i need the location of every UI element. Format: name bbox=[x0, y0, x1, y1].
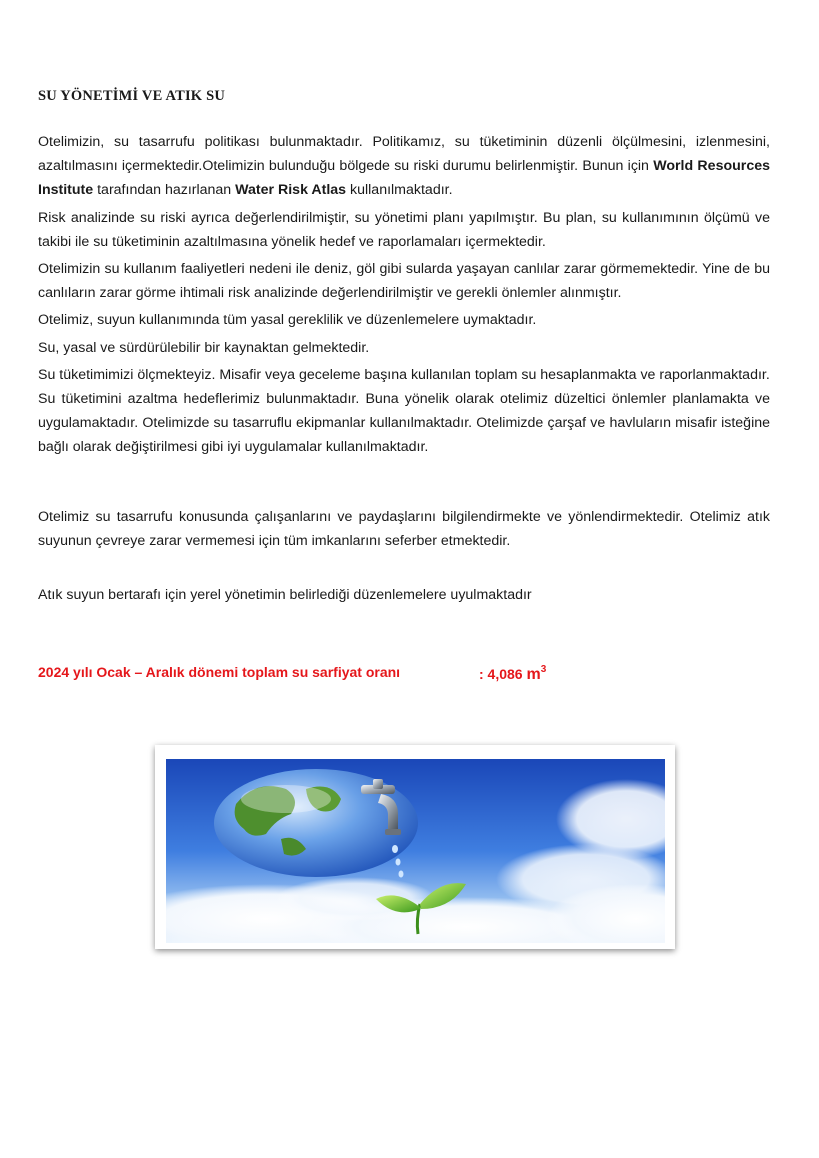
stat-value: : 4,086 bbox=[479, 666, 527, 682]
paragraph-legal-compliance: Otelimiz, suyun kullanımında tüm yasal gereklilik ve düzenlemelere uymaktadır. bbox=[38, 312, 537, 329]
paragraph-aquatic-life: Otelimizin su kullanım faaliyetleri nedeni ile deniz, göl gibi sularda yaşayan canlılar zarar görmemektedir. Yine de bu canlıların zarar görme ihtimali risk analizinde değerlendirilmiştir ve gerekli önlemler alınmıştır. bbox=[38, 261, 770, 302]
stat-value-group bbox=[479, 664, 546, 684]
water-policy-block bbox=[38, 130, 770, 460]
policy-text-2: tarafından hazırlanan bbox=[93, 182, 236, 199]
water-illustration-frame bbox=[155, 745, 675, 949]
stat-label: 2024 yılı Ocak – Aralık dönemi toplam su sarfiyat oranı bbox=[38, 664, 401, 680]
policy-text-1: Otelimizin, su tasarrufu politikası bulunmaktadır. Politikamız, su tüketiminin düzenli ölçülmesini, izlenmesini, azaltılmasını içermektedir.Otelimizin bulunduğu bölgede su riski durumu belirlenmiştir. Bunun için bbox=[38, 134, 770, 175]
wastewater-block bbox=[38, 583, 770, 607]
paragraph-policy bbox=[38, 130, 770, 203]
paragraph-awareness: Otelimiz su tasarrufu konusunda çalışanlarını ve paydaşlarını bilgilendirmekte ve yönlendirmektedir. Otelimiz atık suyunun çevreye zarar vermemesi için tüm imkanlarını seferber etmektedir. bbox=[38, 509, 770, 550]
stat-unit: m bbox=[526, 666, 541, 683]
awareness-block bbox=[38, 505, 770, 553]
paragraph-source: Su, yasal ve sürdürülebilir bir kaynaktan gelmektedir. bbox=[38, 339, 370, 356]
paragraph-wastewater: Atık suyun bertarafı için yerel yönetimin belirlediği düzenlemelere uyulmaktadır bbox=[38, 587, 532, 603]
stat-unit-exponent: 3 bbox=[540, 664, 547, 675]
water-globe-faucet-image bbox=[166, 759, 665, 943]
paragraph-measurement: Su tüketimimizi ölçmekteyiz. Misafir veya geceleme başına kullanılan toplam su hesaplanmakta ve raporlanmaktadır. bbox=[38, 366, 770, 383]
wri-name: World Resources Institute bbox=[38, 158, 770, 199]
section-heading: SU YÖNETİMİ VE ATIK SU bbox=[38, 88, 226, 104]
water-risk-atlas-name: Water Risk Atlas bbox=[235, 182, 347, 199]
paragraph-reduction-targets: Su tüketimini azaltma hedeflerimiz bulunmaktadır. Buna yönelik olarak otelimiz düzeltici önlemler planlamakta ve uygulamaktadır. Otelimizde su tasarruflu ekipmanlar kullanılmaktadır. Otelimizde çarşaf ve havluların misafir isteğine bağlı olarak değiştirilmesi gibi iyi uygulamalar kullanılmaktadır. bbox=[38, 391, 770, 456]
policy-text-3: kullanılmaktadır. bbox=[346, 182, 453, 199]
paragraph-risk-analysis: Risk analizinde su riski ayrıca değerlendirilmiştir, su yönetimi planı yapılmıştır. Bu plan, su kullanımının ölçümü ve takibi ile su tüketiminin azaltılmasına yönelik hedef ve raporlamaları içermektedir. bbox=[38, 209, 770, 250]
